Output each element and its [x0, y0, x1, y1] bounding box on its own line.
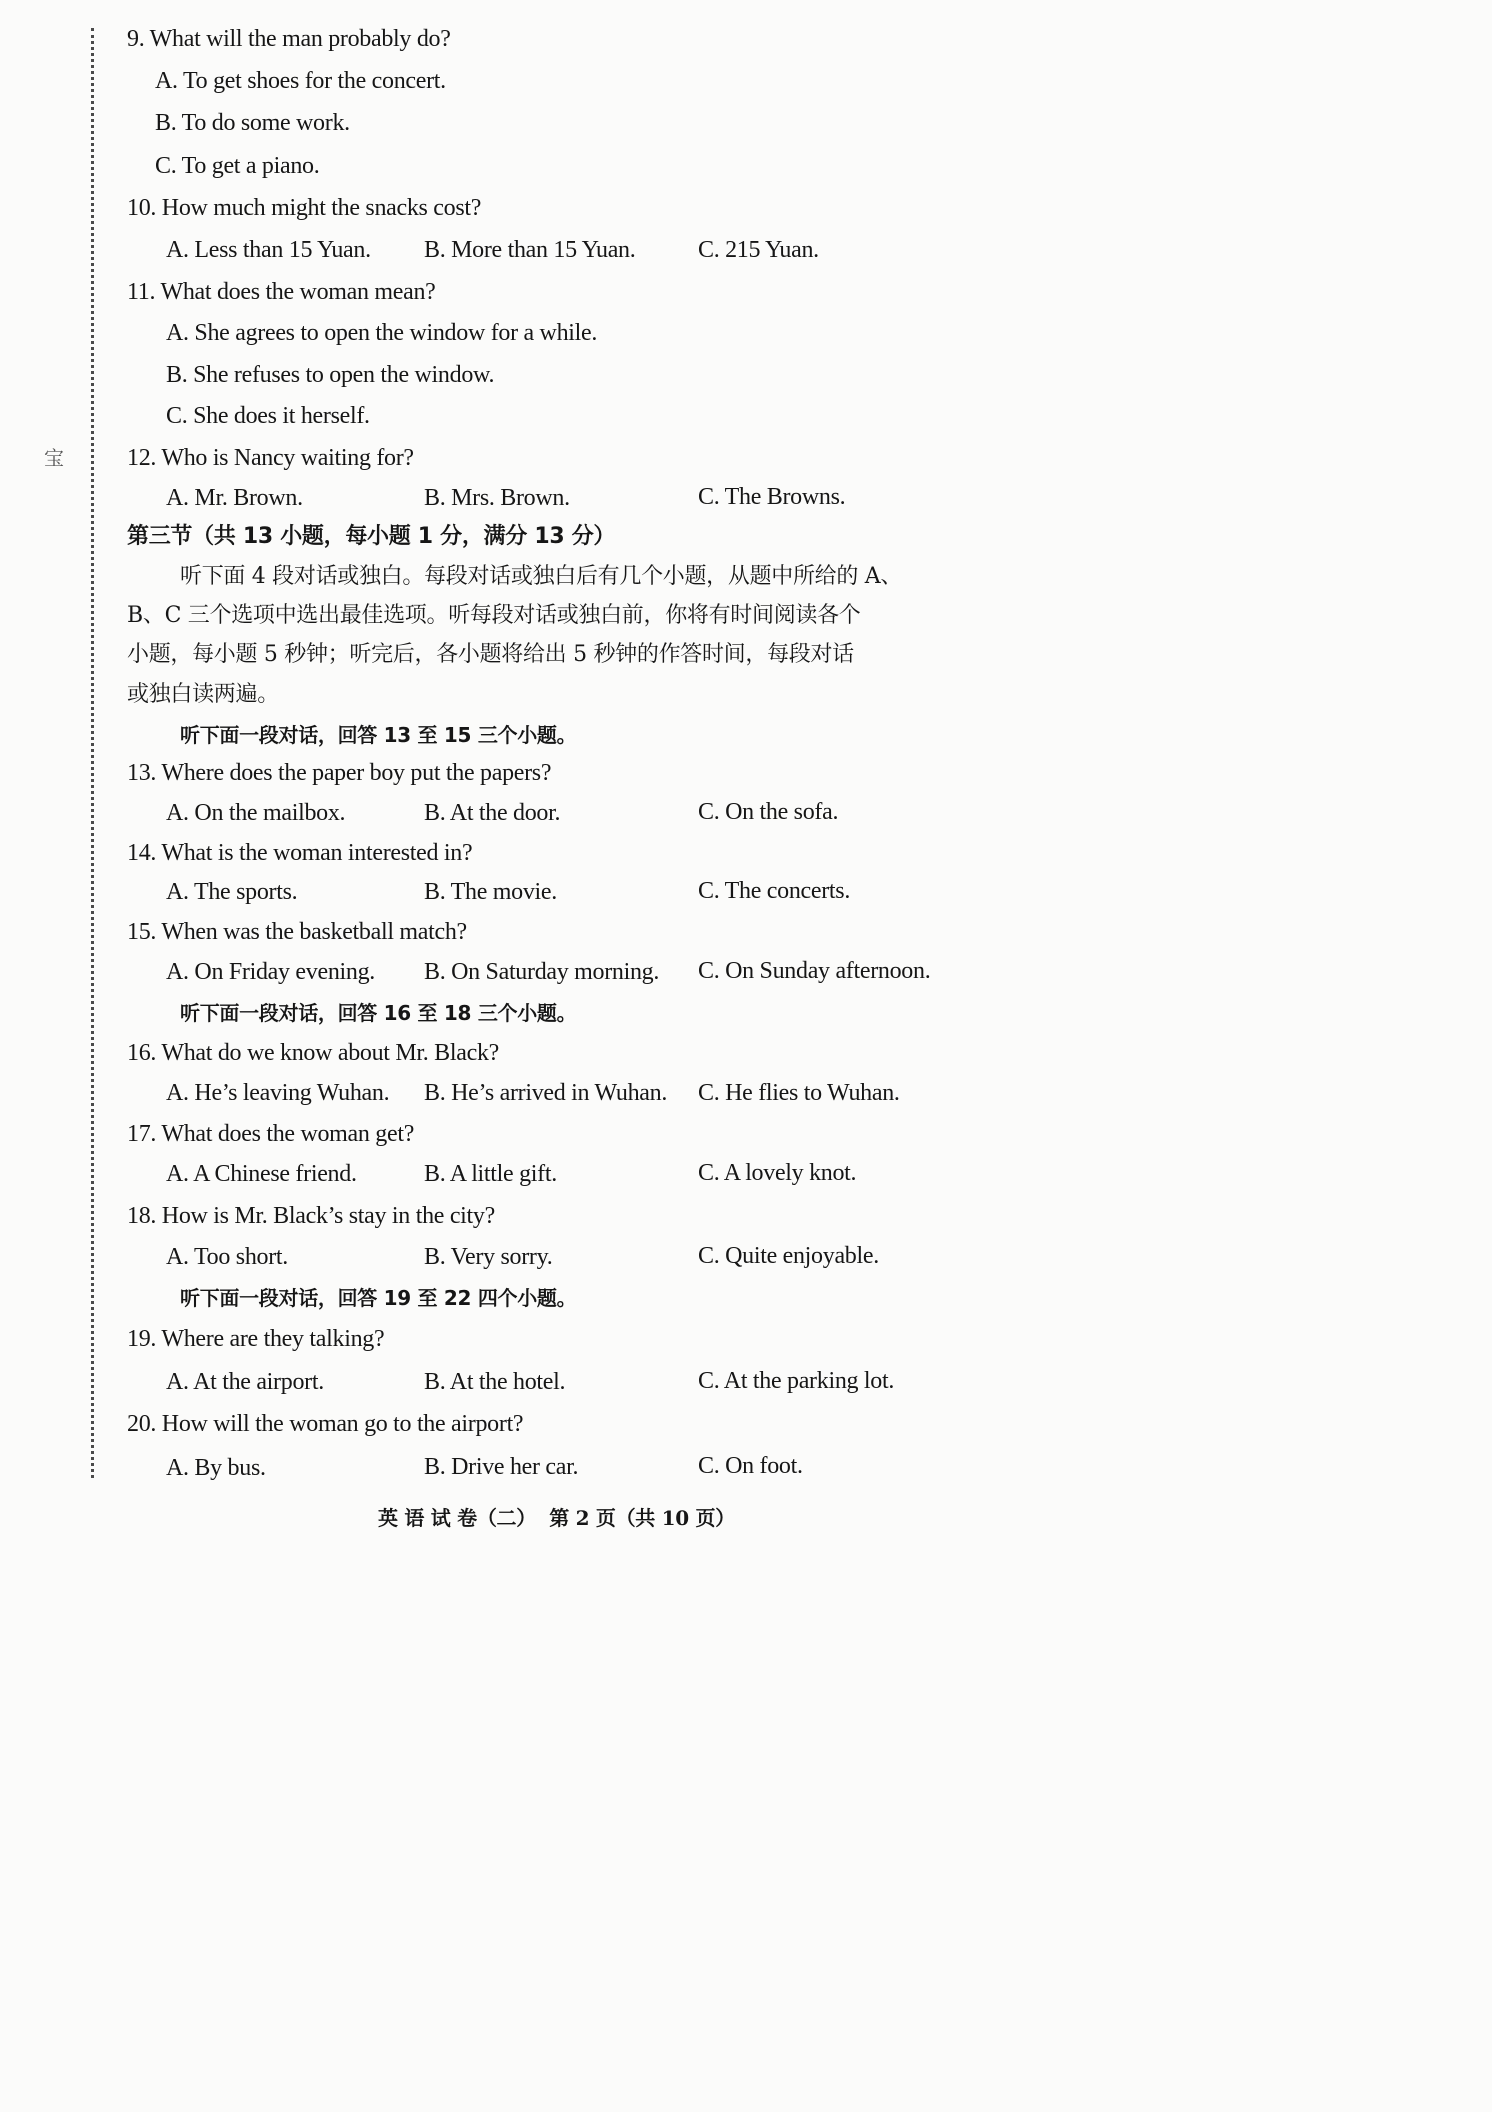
- q10-option-a: A. Less than 15 Yuan.: [166, 237, 371, 263]
- q11-option-b: B. She refuses to open the window.: [166, 362, 495, 388]
- instruction-line: 听下面 4 段对话或独白。每段对话或独白后有几个小题，从题中所给的 A、: [180, 564, 903, 589]
- page-footer: 英 语 试 卷（二） 第 2 页（共 10 页）: [378, 1506, 735, 1530]
- q20-option-b: B. Drive her car.: [424, 1454, 579, 1480]
- q18-option-c: C. Quite enjoyable.: [698, 1243, 879, 1269]
- q16-option-b: B. He’s arrived in Wuhan.: [424, 1080, 668, 1106]
- question-9: 9. What will the man probably do?: [127, 26, 451, 52]
- q20-option-c: C. On foot.: [698, 1453, 803, 1479]
- question-15: 15. When was the basketball match?: [127, 919, 467, 945]
- q17-option-a: A. A Chinese friend.: [166, 1161, 357, 1187]
- question-14: 14. What is the woman interested in?: [127, 840, 473, 866]
- passage-intro-3: 听下面一段对话，回答 19 至 22 四个小题。: [180, 1286, 577, 1310]
- q9-option-c: C. To get a piano.: [155, 153, 320, 179]
- margin-mark: 宝: [44, 448, 64, 470]
- section-title: 第三节（共 13 小题，每小题 1 分，满分 13 分）: [127, 524, 616, 549]
- q17-option-b: B. A little gift.: [424, 1161, 557, 1187]
- question-12: 12. Who is Nancy waiting for?: [127, 445, 414, 471]
- instruction-line: B、C 三个选项中选出最佳选项。听每段对话或独白前，你将有时间阅读各个: [127, 603, 861, 628]
- q18-option-b: B. Very sorry.: [424, 1244, 553, 1270]
- q15-option-c: C. On Sunday afternoon.: [698, 958, 931, 984]
- q19-option-b: B. At the hotel.: [424, 1369, 566, 1395]
- q12-option-b: B. Mrs. Brown.: [424, 485, 570, 511]
- q11-option-a: A. She agrees to open the window for a while.: [166, 320, 598, 346]
- q12-option-a: A. Mr. Brown.: [166, 485, 303, 511]
- q12-option-c: C. The Browns.: [698, 484, 846, 510]
- q17-option-c: C. A lovely knot.: [698, 1160, 857, 1186]
- q19-option-a: A. At the airport.: [166, 1369, 324, 1395]
- q14-option-c: C. The concerts.: [698, 878, 851, 904]
- question-13: 13. Where does the paper boy put the papers?: [127, 760, 552, 786]
- q13-option-b: B. At the door.: [424, 800, 561, 826]
- question-20: 20. How will the woman go to the airport?: [127, 1411, 524, 1437]
- q10-option-b: B. More than 15 Yuan.: [424, 237, 636, 263]
- q14-option-a: A. The sports.: [166, 879, 298, 905]
- instruction-line: 小题，每小题 5 秒钟；听完后，各小题将给出 5 秒钟的作答时间，每段对话: [127, 642, 854, 667]
- q9-option-b: B. To do some work.: [155, 110, 350, 136]
- q15-option-a: A. On Friday evening.: [166, 959, 375, 985]
- q11-option-c: C. She does it herself.: [166, 403, 370, 429]
- q19-option-c: C. At the parking lot.: [698, 1368, 895, 1394]
- binding-line: [91, 28, 94, 1478]
- question-16: 16. What do we know about Mr. Black?: [127, 1040, 500, 1066]
- q16-option-a: A. He’s leaving Wuhan.: [166, 1080, 390, 1106]
- q15-option-b: B. On Saturday morning.: [424, 959, 660, 985]
- instruction-line: 或独白读两遍。: [127, 682, 279, 707]
- q14-option-b: B. The movie.: [424, 879, 557, 905]
- q20-option-a: A. By bus.: [166, 1455, 266, 1481]
- q13-option-c: C. On the sofa.: [698, 799, 839, 825]
- q16-option-c: C. He flies to Wuhan.: [698, 1080, 900, 1106]
- q18-option-a: A. Too short.: [166, 1244, 288, 1270]
- q10-option-c: C. 215 Yuan.: [698, 237, 819, 263]
- passage-intro-2: 听下面一段对话，回答 16 至 18 三个小题。: [180, 1001, 577, 1025]
- question-11: 11. What does the woman mean?: [127, 279, 436, 305]
- question-19: 19. Where are they talking?: [127, 1326, 385, 1352]
- q9-option-a: A. To get shoes for the concert.: [155, 68, 446, 94]
- passage-intro-1: 听下面一段对话，回答 13 至 15 三个小题。: [180, 723, 577, 747]
- question-17: 17. What does the woman get?: [127, 1121, 415, 1147]
- question-18: 18. How is Mr. Black’s stay in the city?: [127, 1203, 495, 1229]
- question-10: 10. How much might the snacks cost?: [127, 195, 482, 221]
- q13-option-a: A. On the mailbox.: [166, 800, 346, 826]
